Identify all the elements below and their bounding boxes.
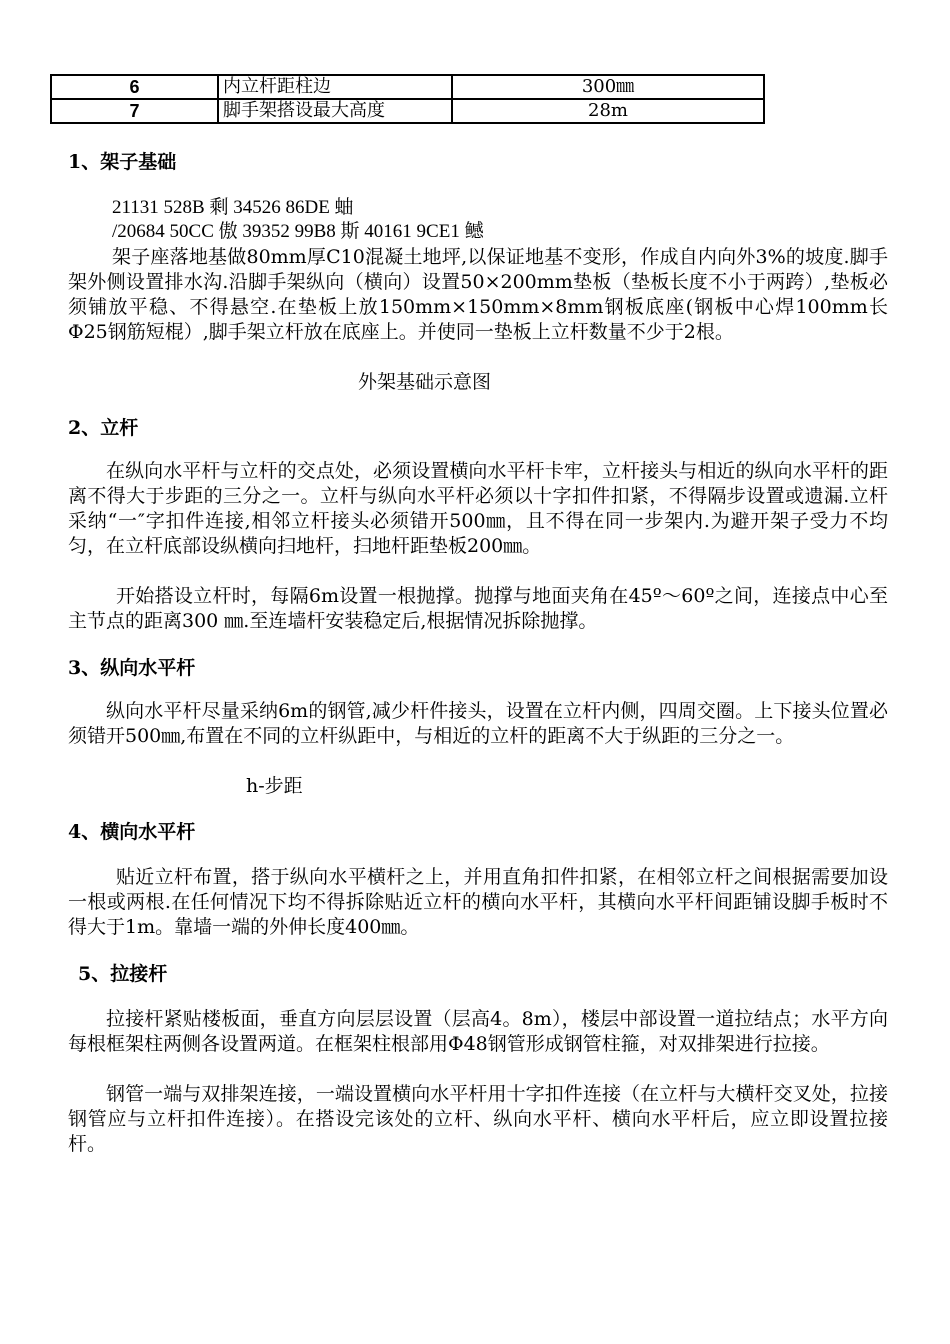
spec-table [50,74,765,124]
paragraph-transverse: 贴近立杆布置，搭于纵向水平横杆之上，并用直角扣件扣紧，在相邻立杆之间根据需要加设一根或两根.在任何情况下均不得拆除贴近立杆的横向水平杆，其横向水平杆间距铺设脚手板时不得大于1m。靠墙一端的外伸长度400㎜。 [68,866,888,938]
section-heading-tie-rod: 5、拉接杆 [78,963,168,985]
paragraph-upright-2: 开始搭设立杆时，每隔6m设置一根抛撑。抛撑与地面夹角在45º～60º之间，连接点中心至主节点的距离300 ㎜.至连墙杆安装稳定后,根据情况拆除抛撑。 [68,585,888,632]
paragraph-tie-rod-2: 钢管一端与双排架连接，一端设置横向水平杆用十字扣件连接（在立杆与大横杆交叉处，拉接钢管应与立杆扣件连接）。在搭设完该处的立杆、纵向水平杆、横向水平杆后，应立即设置拉接杆。 [68,1083,888,1155]
paragraph-upright-1: 在纵向水平杆与立杆的交点处，必须设置横向水平杆卡牢，立杆接头与相近的纵向水平杆的距离不得大于步距的三分之一。立杆与纵向水平杆必须以十字扣件扣紧，不得隔步设置或遗漏.立杆采纳“一″字扣件连接,相邻立杆接头必须错开500㎜，且不得在同一步架内.为避开架子受力不均匀，在立杆底部设纵横向扫地杆，扫地杆距垫板200㎜。 [68,460,888,557]
row-value: 28m [452,99,764,123]
row-item: 脚手架搭设最大高度 [218,99,452,123]
paragraph-foundation: 架子座落地基做80mm厚C10混凝土地坪,以保证地基不变形，作成自内向外3%的坡度.脚手架外侧设置排水沟.沿脚手架纵向（横向）设置50×200mm垫板（垫板长度不小于两跨）,垫板必须铺放平稳、不得悬空.在垫板上放150mm×150mm×8mm钢板底座(钢板中心焊100mm长Φ25钢筋短棍）,脚手架立杆放在底座上。并使同一垫板上立杆数量不少于2根。 [68,246,888,343]
figure-caption-step: h-步距 [246,775,303,797]
paragraph-tie-rod-1: 拉接杆紧贴楼板面，垂直方向层层设置（层高4。8m），楼层中部设置一道拉结点；水平方向每根框架柱两侧各设置两道。在框架柱根部用Φ48钢管形成钢管柱箍，对双排架进行拉接。 [68,1008,888,1055]
section-heading-longitudinal: 3、纵向水平杆 [68,657,196,679]
row-number: 7 [51,99,218,123]
table-row [51,75,764,99]
section-heading-foundation: 1、架子基础 [68,151,177,173]
row-number: 6 [51,75,218,99]
table-row [51,99,764,123]
row-value: 300㎜ [452,75,764,99]
section-heading-upright: 2、立杆 [68,417,139,439]
row-item: 内立杆距柱边 [218,75,452,99]
garbled-line-1: 21131 528B 剩 34526 86DE 蚰 [112,197,354,218]
figure-caption-foundation: 外架基础示意图 [358,371,492,393]
section-heading-transverse: 4、横向水平杆 [68,821,196,843]
paragraph-longitudinal: 纵向水平杆尽量采纳6m的钢管,减少杆件接头，设置在立杆内侧，四周交圈。上下接头位置必须错开500㎜,布置在不同的立杆纵距中，与相近的立杆的距离不大于纵距的三分之一。 [68,700,888,747]
garbled-line-2: /20684 50CC 傲 39352 99B8 斯 40161 9CE1 鳡 [112,221,484,242]
